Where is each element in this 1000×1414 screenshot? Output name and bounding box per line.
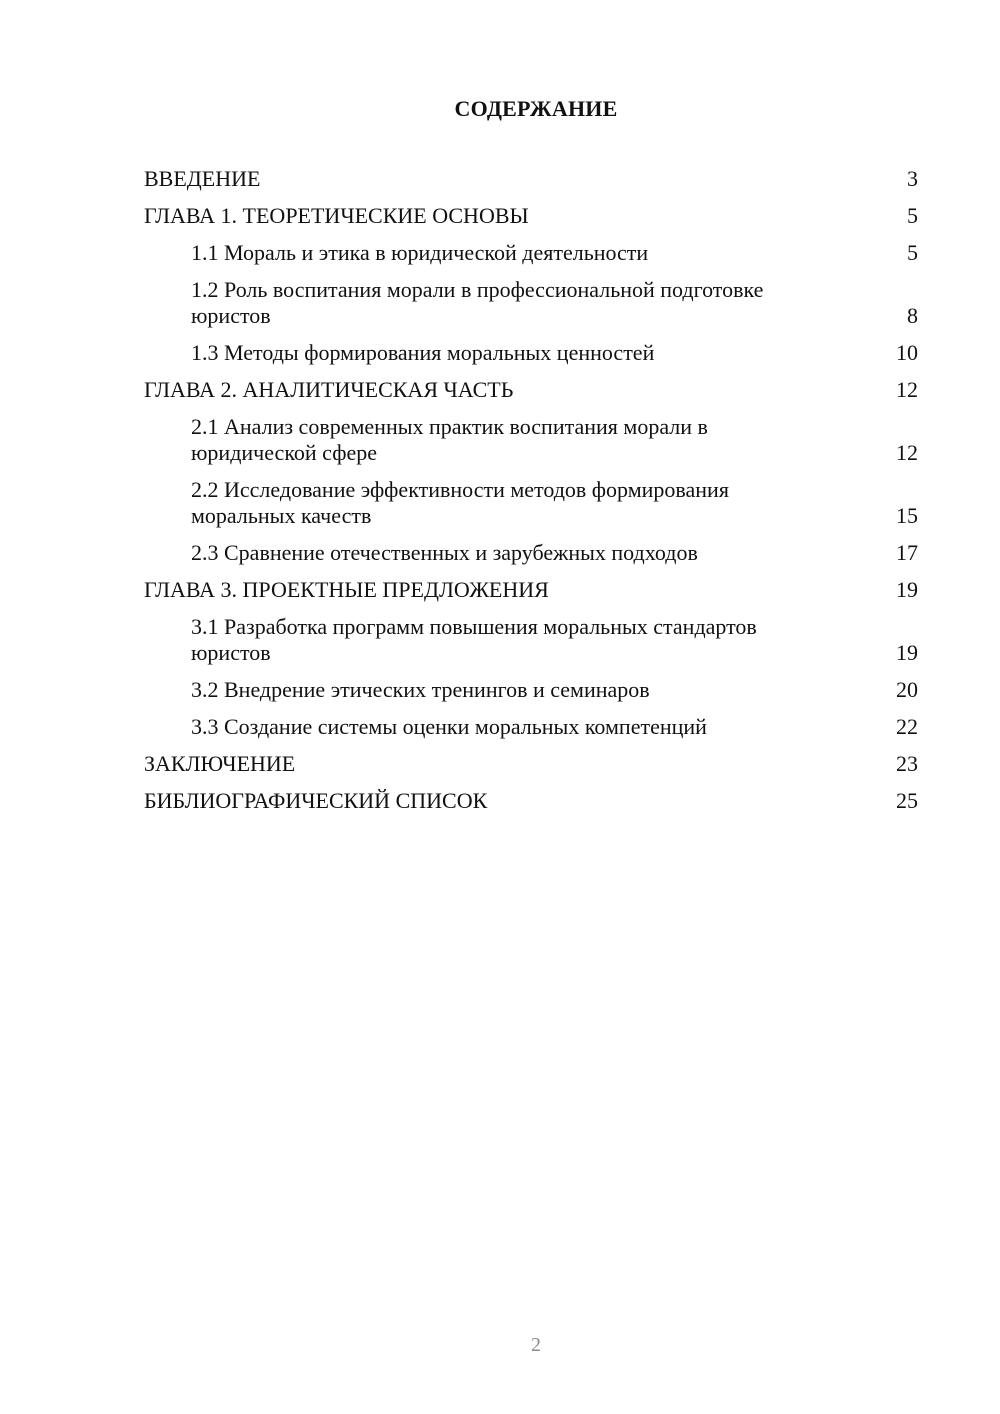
toc-entry[interactable] [144, 203, 918, 229]
toc-entry[interactable] [144, 751, 918, 777]
toc-entry-label: ГЛАВА 2. АНАЛИТИЧЕСКАЯ ЧАСТЬ [144, 377, 514, 402]
toc-entry-page: 12 [896, 440, 918, 465]
toc-entry-page: 3 [907, 166, 918, 191]
toc-subentry[interactable] [144, 340, 918, 366]
toc-entry-label: 2.1 Анализ современных практик воспитания морали в юридической сфере [191, 414, 708, 465]
page-number: 2 [531, 1334, 541, 1356]
toc-entry[interactable] [144, 166, 918, 192]
toc-entry-page: 22 [896, 714, 918, 739]
table-of-contents [144, 166, 918, 825]
toc-entry-page: 23 [896, 751, 918, 776]
toc-entry-page: 5 [907, 203, 918, 228]
toc-entry-label: 1.3 Методы формирования моральных ценностей [191, 340, 655, 365]
toc-subentry[interactable] [144, 714, 918, 740]
toc-entry-label: 3.3 Создание системы оценки моральных компетенций [191, 714, 707, 739]
toc-entry-page: 19 [896, 577, 918, 602]
toc-entry[interactable] [144, 788, 918, 814]
toc-subentry[interactable] [144, 614, 918, 666]
toc-entry-page: 10 [896, 340, 918, 365]
toc-entry[interactable] [144, 577, 918, 603]
toc-entry-label: 2.3 Сравнение отечественных и зарубежных подходов [191, 540, 698, 565]
toc-entry-label: 3.2 Внедрение этических тренингов и семинаров [191, 677, 650, 702]
toc-entry-page: 15 [896, 503, 918, 528]
toc-entry-page: 20 [896, 677, 918, 702]
toc-entry-label: ВВЕДЕНИЕ [144, 166, 261, 191]
toc-entry-page: 17 [896, 540, 918, 565]
toc-entry-label: 1.1 Мораль и этика в юридической деятельности [191, 240, 649, 265]
toc-entry-label: ЗАКЛЮЧЕНИЕ [144, 751, 296, 776]
toc-subentry[interactable] [144, 414, 918, 466]
toc-entry-page: 12 [896, 377, 918, 402]
toc-entry-label: ГЛАВА 3. ПРОЕКТНЫЕ ПРЕДЛОЖЕНИЯ [144, 577, 549, 602]
toc-entry-label: 2.2 Исследование эффективности методов формирования моральных качеств [191, 477, 729, 528]
toc-subentry[interactable] [144, 240, 918, 266]
toc-subentry[interactable] [144, 540, 918, 566]
toc-entry-label: 3.1 Разработка программ повышения моральных стандартов юристов [191, 614, 757, 665]
toc-entry-page: 25 [896, 788, 918, 813]
toc-entry-label: 1.2 Роль воспитания морали в профессиональной подготовке юристов [191, 277, 764, 328]
toc-entry-page: 8 [907, 303, 918, 328]
toc-entry[interactable] [144, 377, 918, 403]
toc-entry-page: 5 [907, 240, 918, 265]
toc-entry-label: ГЛАВА 1. ТЕОРЕТИЧЕСКИЕ ОСНОВЫ [144, 203, 529, 228]
page-title: СОДЕРЖАНИЕ [454, 96, 618, 121]
toc-subentry[interactable] [144, 277, 918, 329]
toc-entry-page: 19 [896, 640, 918, 665]
toc-subentry[interactable] [144, 677, 918, 703]
toc-entry-label: БИБЛИОГРАФИЧЕСКИЙ СПИСОК [144, 788, 488, 813]
toc-subentry[interactable] [144, 477, 918, 529]
